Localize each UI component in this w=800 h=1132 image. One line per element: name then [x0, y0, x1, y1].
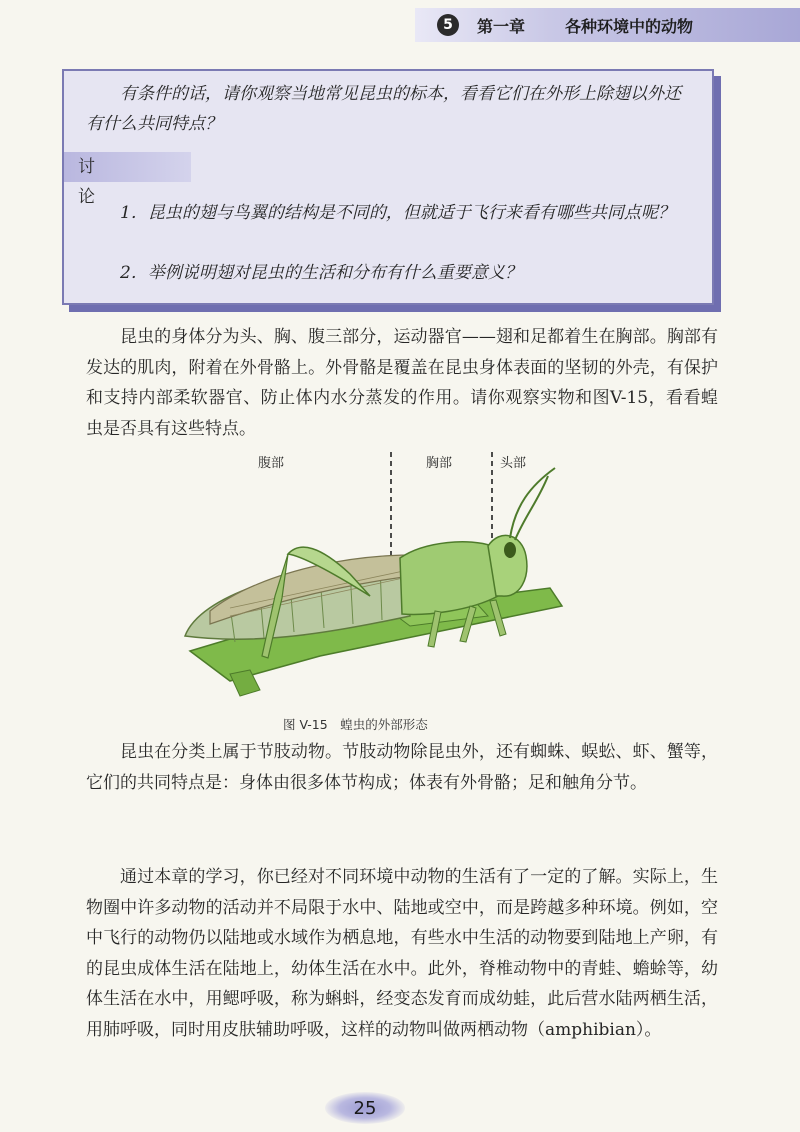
- paragraph-amphibians: 通过本章的学习，你已经对不同环境中动物的生活有了一定的了解。实际上，生物圈中许多动物的活动并不局限于水中、陆地或空中，而是跨越多种环境。例如，空中飞行的动物仍以陆地或水域作为栖息地，有些水中生活的动物要到陆地上产卵，有的昆虫成体生活在陆地上，幼体生活在水中。此外，脊椎动物中的青蛙、蟾蜍等，幼体生活在水中，用鳃呼吸，称为蝌蚪，经变态发育而成幼蛙，此后营水陆两栖生活，用肺呼吸，同时用皮肤辅助呼吸，这样的动物叫做两栖动物（amphibian）。: [86, 867, 718, 1040]
- chapter-header: [415, 8, 800, 42]
- figure-caption: 图 V-15 蝗虫的外部形态: [283, 717, 428, 732]
- discussion-heading: 讨论: [64, 152, 191, 182]
- label-thorax: 胸部: [426, 456, 453, 471]
- discussion-question-2: 2．举例说明翅对昆虫的生活和分布有什么重要意义？: [120, 263, 522, 283]
- discussion-question-1: 1．昆虫的翅与鸟翼的结构是不同的，但就适于飞行来看有哪些共同点呢？: [120, 203, 675, 223]
- paragraph-insect-body: 昆虫的身体分为头、胸、腹三部分，运动器官——翅和足都着生在胸部。胸部有发达的肌肉，附着在外骨骼上。外骨骼是覆盖在昆虫身体表面的坚韧的外壳，有保护和支持内部柔软器官、防止体内水分蒸发的作用。请你观察实物和图V-15，看看蝗虫是否具有这些特点。: [86, 327, 718, 439]
- chapter-title: 各种环境中的动物: [565, 16, 694, 36]
- page-number: 25: [325, 1092, 405, 1124]
- activity-box: [62, 69, 714, 305]
- observation-prompt: 有条件的话，请你观察当地常见昆虫的标本，看看它们在外形上除翅以外还有什么共同特点？: [86, 84, 681, 134]
- chapter-number-badge: 5: [437, 14, 459, 36]
- paragraph-arthropods: 昆虫在分类上属于节肢动物。节肢动物除昆虫外，还有蜘蛛、蜈蚣、虾、蟹等，它们的共同特点是：身体由很多体节构成；体表有外骨骼；足和触角分节。: [86, 742, 718, 793]
- label-abdomen: 腹部: [258, 456, 285, 471]
- chapter-label: 第一章: [477, 16, 526, 36]
- locust-figure: [170, 446, 590, 716]
- label-head: 头部: [500, 456, 527, 471]
- locust-illustration: [170, 446, 590, 716]
